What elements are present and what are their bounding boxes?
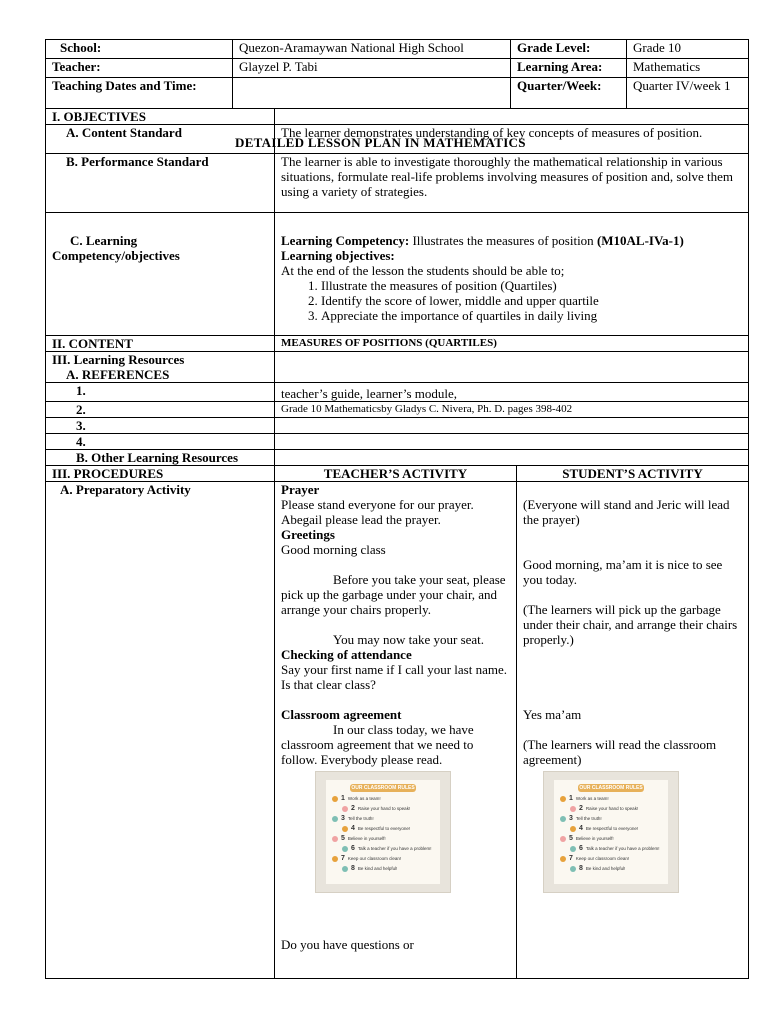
objectives-list <box>281 278 742 323</box>
prayer-text: Please stand everyone for our prayer. Abegail please lead the prayer. <box>281 497 474 527</box>
poster-rule: 8 Be kind and helpful! <box>342 866 397 872</box>
student-activity-cell <box>517 482 749 979</box>
greetings-heading: Greetings <box>281 527 335 542</box>
procedures-heading: III. PROCEDURES <box>46 466 275 482</box>
flower-icon <box>570 866 576 872</box>
poster-title: OUR CLASSROOM RULES <box>351 785 415 791</box>
resources-cell <box>46 352 275 383</box>
poster-rule: 6 Talk a teacher if you have a problem! <box>570 846 659 852</box>
prayer-response: (Everyone will stand and Jeric will lead the prayer) <box>523 497 730 527</box>
other-resources-label: B. Other Learning Resources <box>46 450 275 466</box>
reference-number: 3. <box>46 418 275 434</box>
attendance-text: Say your first name if I call your last name. Is that clear class? <box>281 662 507 692</box>
poster-rule: 8 Be kind and helpful! <box>570 866 625 872</box>
header-table <box>45 39 749 109</box>
flower-icon <box>332 816 338 822</box>
poster-rule: 2 Raise your hand to speak! <box>570 806 638 812</box>
grade-value: Grade 10 <box>627 40 749 59</box>
references-heading: A. REFERENCES <box>66 367 170 382</box>
flower-icon <box>342 806 348 812</box>
poster-rule: 5 Believe in yourself! <box>560 836 614 842</box>
flower-icon <box>570 846 576 852</box>
objective-item: 3. Appreciate the importance of quartiles in daily living <box>321 308 742 323</box>
reference-text: Grade 10 Mathematicsby Gladys C. Nivera, Ph. D. pages 398-402 <box>275 402 749 418</box>
performance-standard-text: The learner is able to investigate thoroughly the mathematical relationship in various situations, formulate real-life problems involving measures of position and, solve them using a variety of strategies. <box>275 154 749 213</box>
document-title: DETAILED LESSON PLAN IN MATHEMATICS <box>235 135 526 150</box>
poster-title-bar <box>578 784 644 792</box>
poster-card <box>554 780 668 884</box>
poster-rule: 1 Work as a team! <box>560 796 609 802</box>
content-standard-label: A. Content Standard <box>46 125 275 154</box>
area-label: Learning Area: <box>511 59 627 78</box>
objectives-subheading: Learning objectives: <box>281 248 395 263</box>
garbage-response: (The learners will pick up the garbage under their chair, and arrange their chairs properly.) <box>523 602 738 647</box>
teacher-label: Teacher: <box>46 59 233 78</box>
school-value: Quezon-Aramaywan National High School <box>233 40 511 59</box>
dates-value <box>233 78 511 109</box>
poster-rule: 1 Work as a team! <box>332 796 381 802</box>
flower-icon <box>342 846 348 852</box>
poster-rule: 4 Be respectful to everyone! <box>570 826 638 832</box>
student-activity-heading: STUDENT’S ACTIVITY <box>517 466 749 482</box>
poster-rule: 6 Talk a teacher if you have a problem! <box>342 846 431 852</box>
content-value: MEASURES OF POSITIONS (QUARTILES) <box>275 336 749 352</box>
poster-title-bar <box>350 784 416 792</box>
grade-label: Grade Level: <box>511 40 627 59</box>
objective-item: 2. Identify the score of lower, middle and upper quartile <box>321 293 742 308</box>
flower-icon <box>560 856 566 862</box>
flower-icon <box>332 836 338 842</box>
reference-text <box>275 418 749 434</box>
poster-rule: 7 Keep our classroom clean! <box>332 856 401 862</box>
poster-rule: 3 Tell the truth! <box>332 816 374 822</box>
poster-rule: 5 Believe in yourself! <box>332 836 386 842</box>
objectives-heading: I. OBJECTIVES <box>46 109 275 125</box>
content-heading: II. CONTENT <box>46 336 275 352</box>
attendance-heading: Checking of attendance <box>281 647 412 662</box>
competency-label: C. Learning Competency/objectives <box>46 213 275 336</box>
attendance-response: Yes ma’am <box>523 707 582 722</box>
reference-number: 4. <box>46 434 275 450</box>
performance-standard-label: B. Performance Standard <box>46 154 275 213</box>
reference-number: 1. <box>46 383 275 402</box>
flower-icon <box>570 826 576 832</box>
agreement-text: In our class today, we have classroom agreement that we need to follow. Everybody please read. <box>281 722 474 767</box>
dates-label: Teaching Dates and Time: <box>46 78 233 109</box>
reference-text: teacher’s guide, learner’s module, <box>275 383 749 402</box>
flower-icon <box>332 796 338 802</box>
agreement-response: (The learners will read the classroom agreement) <box>523 737 717 767</box>
flower-icon <box>560 816 566 822</box>
preparatory-activity-label: A. Preparatory Activity <box>46 482 275 979</box>
quarter-value: Quarter IV/week 1 <box>627 78 749 109</box>
questions-text: Do you have questions or <box>281 937 414 952</box>
teacher-value: Glayzel P. Tabi <box>233 59 511 78</box>
greetings-text: Good morning class <box>281 542 386 557</box>
seat-text: You may now take your seat. <box>333 632 485 647</box>
classroom-rules-poster <box>315 771 451 893</box>
flower-icon <box>332 856 338 862</box>
competency-cell <box>275 213 749 336</box>
flower-icon <box>342 866 348 872</box>
agreement-heading: Classroom agreement <box>281 707 402 722</box>
flower-icon <box>560 836 566 842</box>
poster-rule: 2 Raise your hand to speak! <box>342 806 410 812</box>
teacher-activity-heading: TEACHER’S ACTIVITY <box>275 466 517 482</box>
school-label: School: <box>46 40 233 59</box>
objectives-intro: At the end of the lesson the students should be able to; <box>281 263 565 278</box>
competency-line: Learning Competency: Illustrates the measures of position (M10AL-IVa-1) <box>281 233 684 248</box>
poster-title: OUR CLASSROOM RULES <box>579 785 643 791</box>
content-standard-text: The learner demonstrates understanding of key concepts of measures of position. <box>275 125 749 154</box>
flower-icon <box>570 806 576 812</box>
quarter-label: Quarter/Week: <box>511 78 627 109</box>
poster-rule: 4 Be respectful to everyone! <box>342 826 410 832</box>
classroom-rules-poster <box>543 771 679 893</box>
resources-heading: III. Learning Resources <box>52 352 185 367</box>
lesson-plan-table <box>45 108 749 979</box>
poster-card <box>326 780 440 884</box>
objective-item: 1. Illustrate the measures of position (Quartiles) <box>321 278 742 293</box>
area-value: Mathematics <box>627 59 749 78</box>
reference-text <box>275 434 749 450</box>
garbage-text: Before you take your seat, please pick up the garbage under your chair, and arrange your chairs properly. <box>281 572 506 617</box>
flower-icon <box>560 796 566 802</box>
reference-number: 2. <box>46 402 275 418</box>
greeting-response: Good morning, ma’am it is nice to see you today. <box>523 557 723 587</box>
prayer-heading: Prayer <box>281 482 320 497</box>
poster-rule: 7 Keep our classroom clean! <box>560 856 629 862</box>
flower-icon <box>342 826 348 832</box>
teacher-activity-cell <box>275 482 517 979</box>
poster-rule: 3 Tell the truth! <box>560 816 602 822</box>
